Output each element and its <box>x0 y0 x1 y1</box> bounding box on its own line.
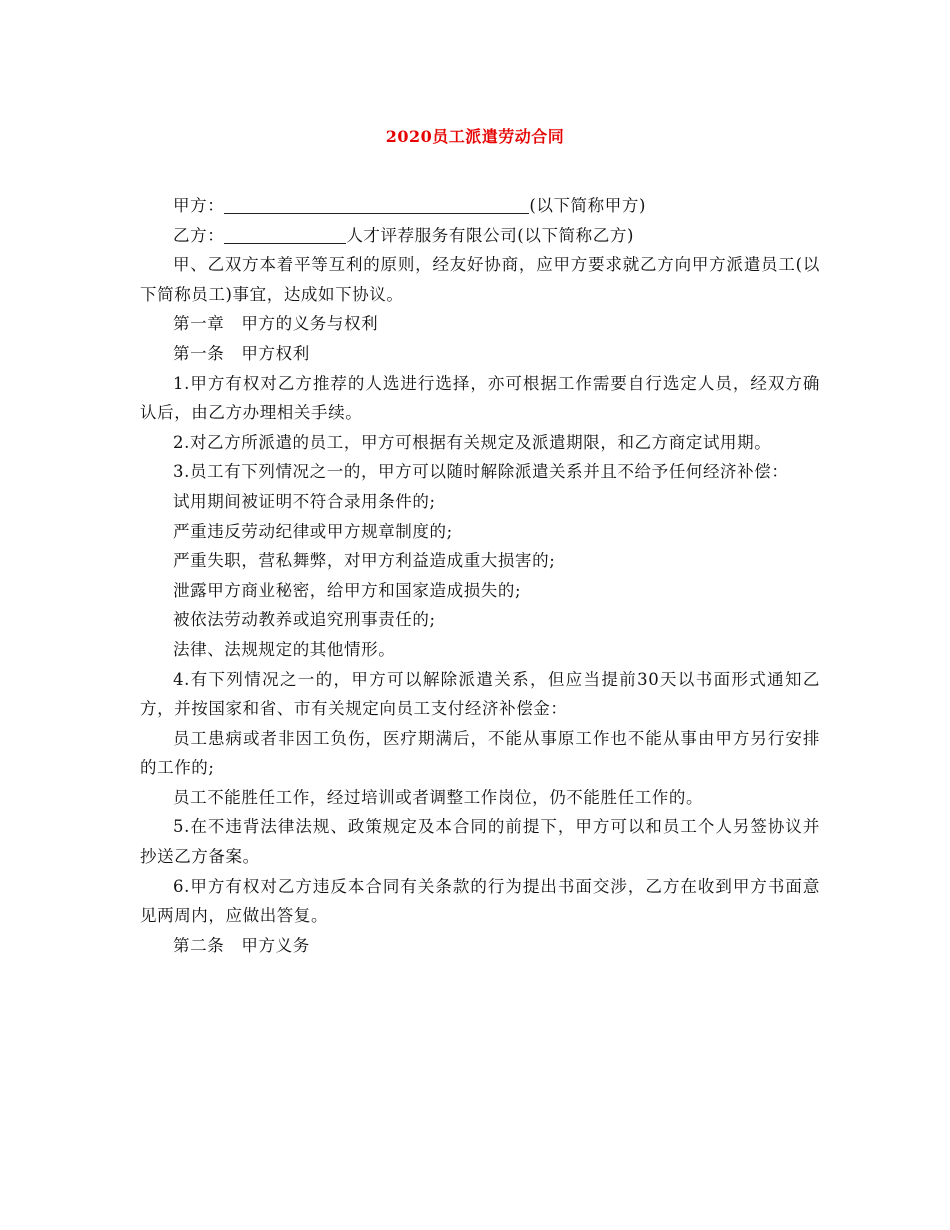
clause-paragraph: 4.有下列情况之一的，甲方可以解除派遣关系，但应当提前30天以书面形式通知乙方，并按国家和省、市有关规定向员工支付经济补偿金： <box>140 669 820 719</box>
clause-paragraph: 1.甲方有权对乙方推荐的人选进行选择，亦可根据工作需要自行选定人员，经双方确认后，由乙方办理相关手续。 <box>140 373 820 423</box>
document-body <box>140 191 820 960</box>
list-item: 员工不能胜任工作，经过培训或者调整工作岗位，仍不能胜任工作的。 <box>173 787 704 807</box>
article-heading: 第一条 甲方权利 <box>173 343 310 363</box>
clause-paragraph: 2.对乙方所派遣的员工，甲方可根据有关规定及派遣期限，和乙方商定试用期。 <box>173 432 772 452</box>
list-item: 员工患病或者非因工负伤，医疗期满后，不能从事原工作也不能从事由甲方另行安排的工作的; <box>140 728 820 778</box>
party-b-suffix: 人才评荐服务有限公司(以下简称乙方) <box>346 225 634 245</box>
clause-paragraph: 3.员工有下列情况之一的，甲方可以随时解除派遣关系并且不给予任何经济补偿： <box>173 462 789 482</box>
intro-paragraph: 甲、乙双方本着平等互利的原则，经友好协商，应甲方要求就乙方向甲方派遣员工(以下简称员工)事宜，达成如下协议。 <box>140 255 820 304</box>
list-item: 严重违反劳动纪律或甲方规章制度的; <box>173 521 453 541</box>
list-item: 试用期间被证明不符合录用条件的; <box>173 491 436 511</box>
list-item: 严重失职，营私舞弊，对甲方利益造成重大损害的; <box>173 551 556 571</box>
clause-paragraph: 6.甲方有权对乙方违反本合同有关条款的行为提出书面交涉，乙方在收到甲方书面意见两周内，应做出答复。 <box>140 876 820 926</box>
party-b-line <box>140 221 820 251</box>
chapter-heading: 第一章 甲方的义务与权利 <box>173 314 379 334</box>
list-item: 被依法劳动教养或追究刑事责任的; <box>173 610 436 630</box>
article-heading: 第二条 甲方义务 <box>173 935 310 955</box>
party-a-label: 甲方： <box>173 196 225 215</box>
document-title: 2020员工派遣劳动合同 <box>385 127 565 146</box>
clause-paragraph: 5.在不违背法律法规、政策规定及本合同的前提下，甲方可以和员工个人另签协议并抄送乙方备案。 <box>140 817 820 867</box>
party-a-line <box>140 191 820 221</box>
party-b-label: 乙方： <box>173 225 225 245</box>
list-item: 泄露甲方商业秘密，给甲方和国家造成损失的; <box>173 580 522 600</box>
list-item: 法律、法规规定的其他情形。 <box>173 639 396 659</box>
party-a-suffix: (以下简称甲方) <box>529 196 646 215</box>
party-a-blank <box>224 197 529 215</box>
party-b-blank <box>224 226 346 244</box>
